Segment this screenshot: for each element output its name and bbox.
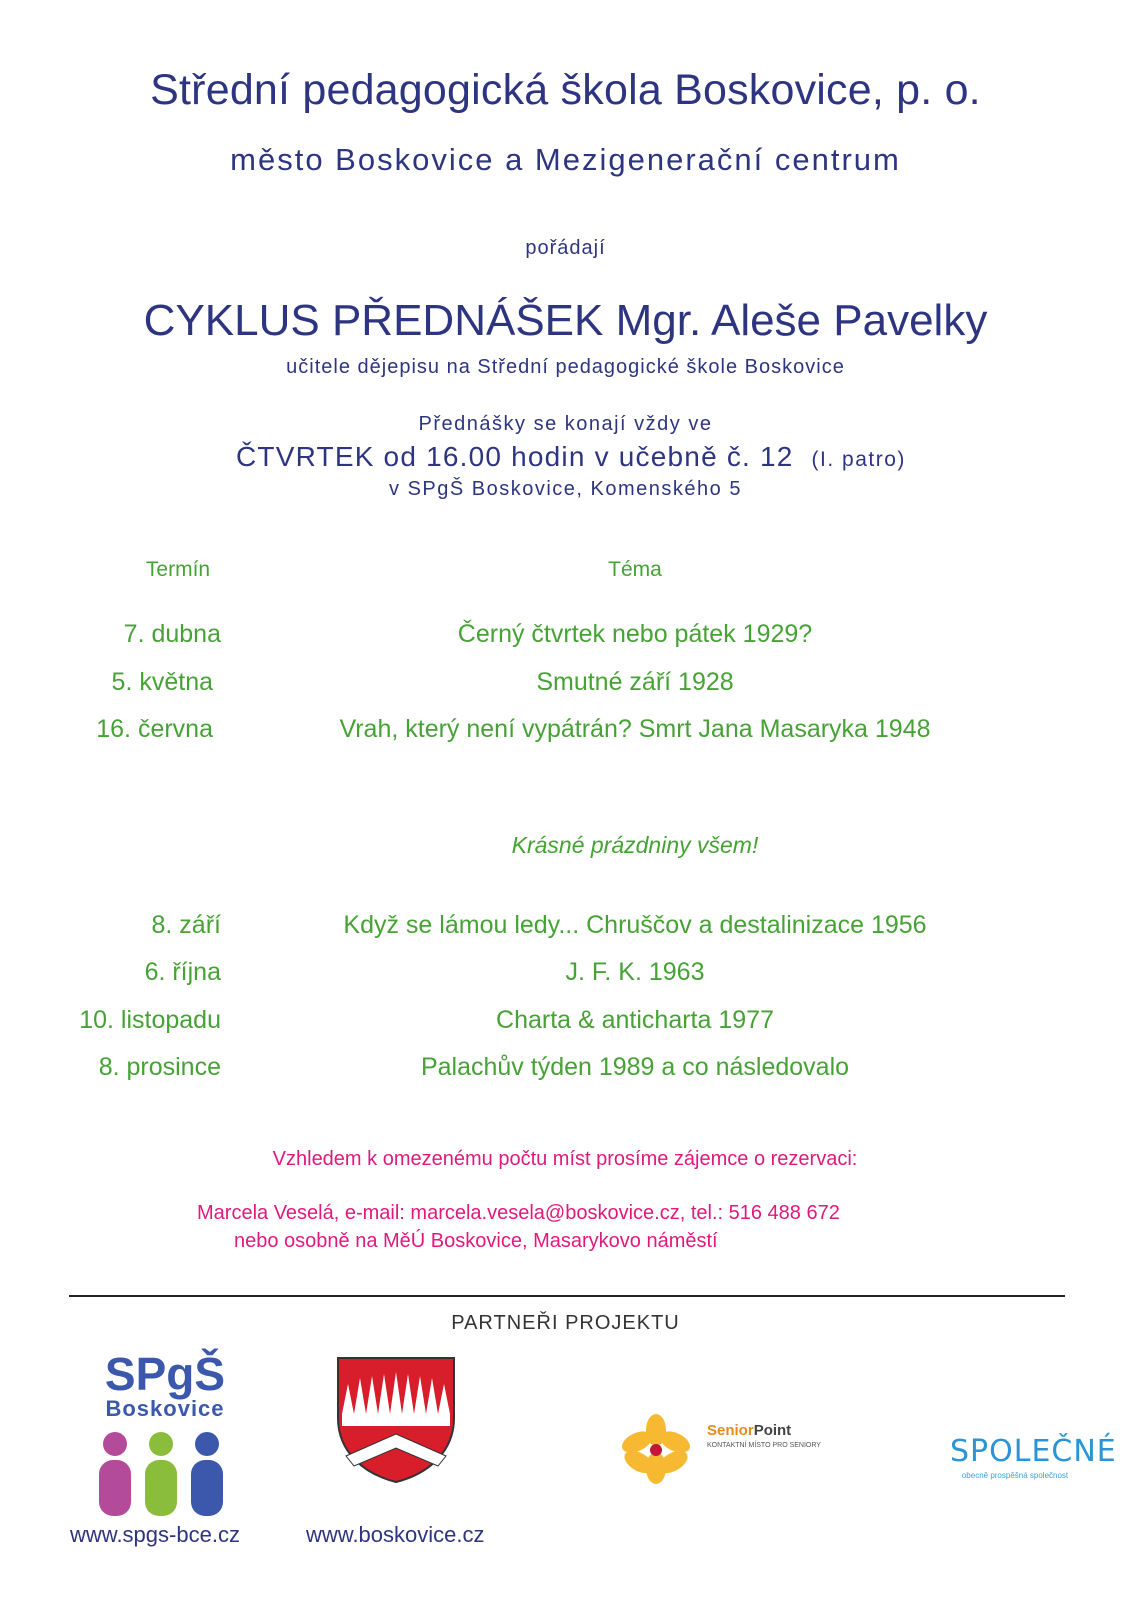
row-topic: Smutné září 1928 [536,668,734,696]
town-website: www.boskovice.cz [306,1522,485,1547]
row-topic: Černý čtvrtek nebo pátek 1929? [457,620,813,648]
seniorpoint-name [707,1422,791,1439]
info-line-3: v SPgŠ Boskovice, Komenského 5 [389,478,742,500]
row-date: 7. dubna [123,620,221,648]
co-organizers: město Boskovice a Mezigenerační centrum [230,142,901,177]
row-topic: J. F. K. 1963 [565,958,705,986]
spgs-logo-text: SPgŠ [104,1348,226,1400]
column-header-date: Termín [145,558,211,581]
schedule-row [0,911,1131,947]
row-date: 6. října [144,958,221,986]
people-icon [95,1428,235,1518]
schedule-row [0,668,1131,704]
schedule-row [0,1053,1131,1089]
row-date: 8. září [151,911,221,939]
schedule-row [0,958,1131,994]
partners-heading: PARTNEŘI PROJEKTU [451,1312,680,1334]
schedule-row [0,715,1131,751]
row-date: 10. listopadu [79,1006,221,1034]
school-title: Střední pedagogická škola Boskovice, p. o. [150,66,981,114]
row-topic: Vrah, který není vypátrán? Smrt Jana Masaryka 1948 [339,715,931,743]
schedule-row [0,620,1131,656]
spgs-website: www.spgs-bce.cz [70,1522,240,1547]
spolecne-logo [950,1434,1117,1480]
info-line-1: Přednášky se konají vždy ve [418,413,713,435]
seniorpoint-name-a: Senior [707,1422,754,1439]
info-floor: (I. patro) [811,448,906,471]
spolecne-logo-subtext: obecně prospěšná společnost [961,1471,1069,1480]
reservation-place: nebo osobně na MěÚ Boskovice, Masarykovo náměstí [234,1230,718,1252]
divider [69,1295,1065,1297]
row-date: 16. června [96,715,213,743]
info-time-room: ČTVRTEK od 16.00 hodin v učebně č. 12 [236,441,794,472]
row-topic: Charta & anticharta 1977 [496,1006,774,1034]
seniorpoint-name-b: Point [753,1422,792,1439]
boskovice-crest-icon [336,1356,456,1484]
organize-label: pořádají [525,237,606,259]
info-line-2 [236,441,906,473]
flower-icon [611,1414,701,1484]
seniorpoint-subtitle: KONTAKTNÍ MÍSTO PRO SENIORY [707,1442,821,1449]
row-date: 5. května [111,668,213,696]
lecturer-description: učitele dějepisu na Střední pedagogické škole Boskovice [286,356,845,378]
spgs-logo [90,1350,240,1520]
spolecne-logo-text: SPOLEČNÉ [950,1434,1117,1469]
reservation-note: Vzhledem k omezenému počtu míst prosíme zájemce o rezervaci: [272,1148,858,1170]
reservation-contact: Marcela Veselá, e-mail: marcela.vesela@boskovice.cz, tel.: 516 488 672 [197,1202,840,1224]
schedule-row [0,1006,1131,1042]
summer-note: Krásné prázdniny všem! [511,832,759,858]
lecture-cycle-title: CYKLUS PŘEDNÁŠEK Mgr. Aleše Pavelky [143,296,988,345]
spgs-logo-subtext: Boskovice [105,1396,225,1421]
row-topic: Když se lámou ledy... Chruščov a destalinizace 1956 [343,911,927,939]
column-header-topic: Téma [608,558,662,581]
row-topic: Palachův týden 1989 a co následovalo [420,1053,850,1081]
row-date: 8. prosince [98,1053,221,1081]
